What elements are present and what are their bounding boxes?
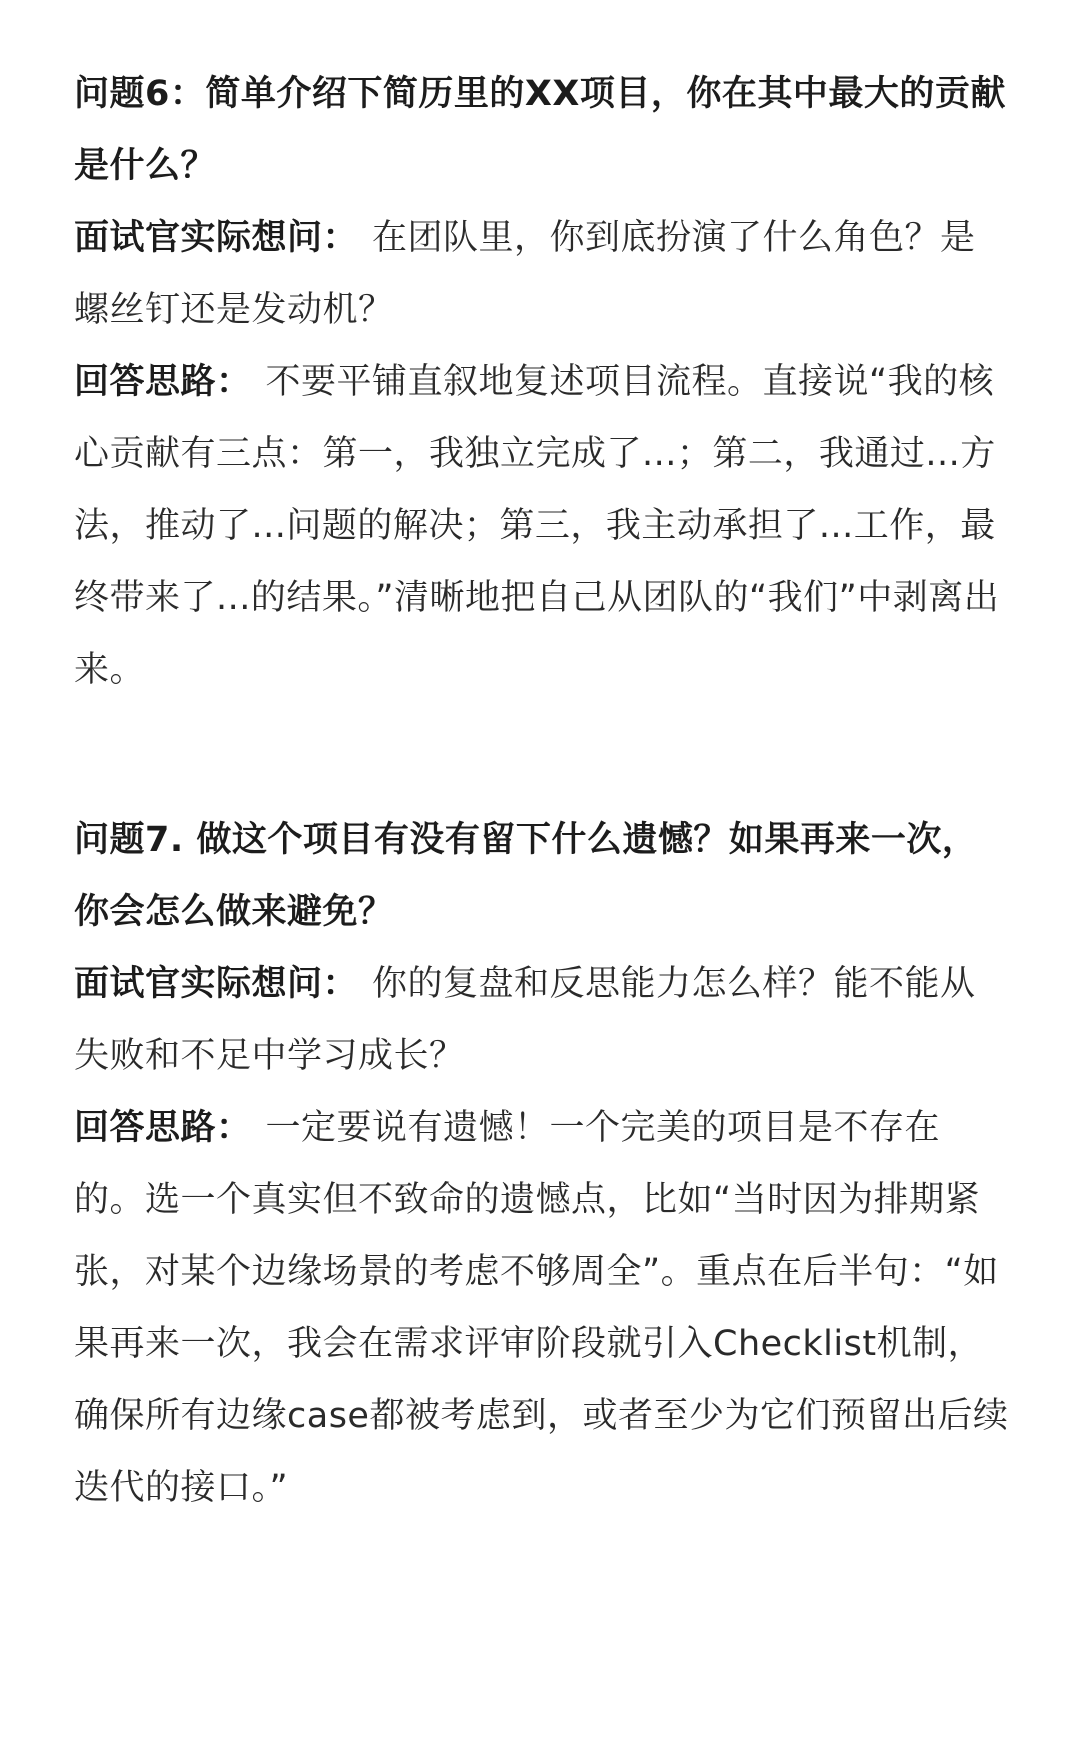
answer-approach-text: 一定要说有遗憾！一个完美的项目是不存在的。选一个真实但不致命的遗憾点，比如“当时因为排期紧张，对某个边缘场景的考虑不够周全”。重点在后半句：“如果再来一次，我会在需求评审阶段就引入Checklist机制，确保所有边缘case都被考虑到，或者至少为它们预留出后续迭代的接口。” bbox=[74, 1108, 1009, 1508]
interviewer-intent-label: 面试官实际想问： bbox=[74, 218, 359, 258]
question-6-title: 问题6：简单介绍下简历里的XX项目，你在其中最大的贡献是什么？ bbox=[74, 74, 1006, 186]
interviewer-intent-text: 在团队里，你到底扮演了什么角色？是螺丝钉还是发动机？ bbox=[74, 218, 976, 330]
question-6-interviewer-row bbox=[74, 202, 1010, 346]
question-7-section bbox=[74, 804, 1010, 1524]
question-7-answer-row bbox=[74, 1092, 1010, 1524]
answer-approach-label: 回答思路： bbox=[74, 362, 252, 402]
interviewer-intent-label: 面试官实际想问： bbox=[74, 964, 359, 1004]
question-6-answer-row bbox=[74, 346, 1010, 706]
answer-approach-text: 不要平铺直叙地复述项目流程。直接说“我的核心贡献有三点：第一，我独立完成了...；第二，我通过...方法，推动了...问题的解决；第三，我主动承担了...工作，最终带来了...的结果。”清晰地把自己从团队的“我们”中剥离出来。 bbox=[74, 362, 1000, 690]
answer-approach-label: 回答思路： bbox=[74, 1108, 252, 1148]
question-6-section bbox=[74, 58, 1010, 706]
question-7-interviewer-row bbox=[74, 948, 1010, 1092]
question-7-title: 问题7. 做这个项目有没有留下什么遗憾？如果再来一次，你会怎么做来避免？ bbox=[74, 820, 978, 932]
interviewer-intent-text: 你的复盘和反思能力怎么样？能不能从失败和不足中学习成长？ bbox=[74, 964, 976, 1076]
